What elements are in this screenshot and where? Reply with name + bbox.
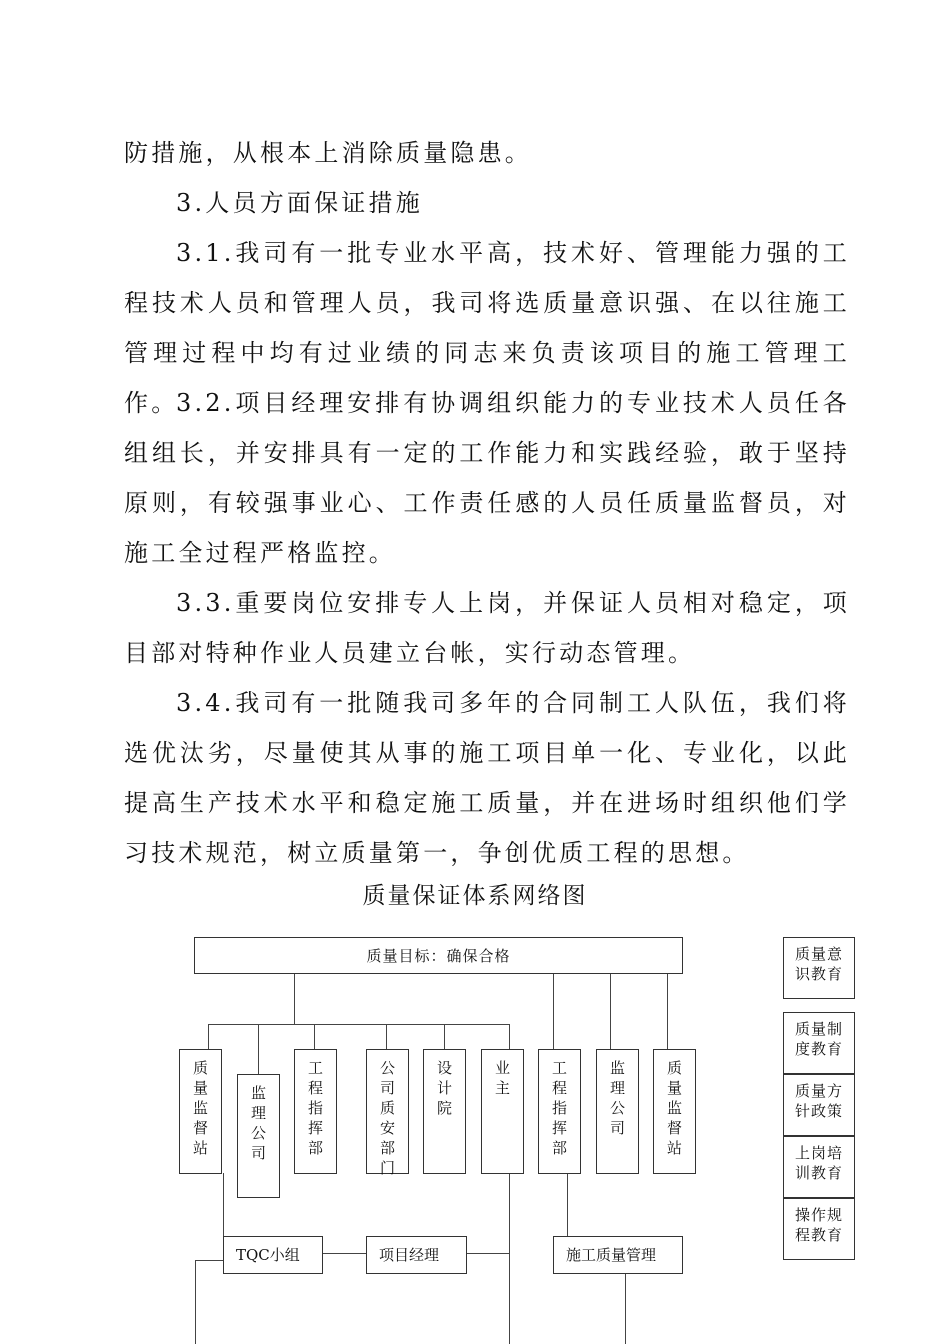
node-label: 监理公司	[609, 1059, 625, 1137]
side-label: 质量制度教育	[794, 1020, 843, 1058]
node-company-qa-dept	[366, 1049, 409, 1177]
connector-line	[610, 973, 611, 1050]
side-box-quality-policy	[783, 1074, 855, 1136]
paragraph-3-2: 3.2.项目经理安排有协调组织能力的专业技术人员任各组组长，并安排具有一定的工作能力和实践经验，敢于坚持原则，有较强事业心、工作责任感的人员任质量监督员，对施工全过程严格监控。	[124, 389, 850, 567]
node-construction-quality-management	[553, 1236, 683, 1274]
node-supervision-company-left	[237, 1074, 280, 1198]
node-owner	[481, 1049, 524, 1174]
node-label: 施工质量管理	[566, 1246, 657, 1264]
side-label: 质量意识教育	[794, 945, 843, 983]
node-label: TQC小组	[236, 1246, 300, 1264]
connector-line	[553, 973, 554, 1050]
diagram-title: 质量保证体系网络图	[362, 883, 588, 909]
node-label: 工程指挥部	[307, 1059, 323, 1157]
connector-line	[466, 1253, 510, 1254]
paragraph-3-1: 3.1.我司有一批专业水平高，技术好、管理能力强的工程技术人员和管理人员，我司将选质量意识强、在以往施工管理过程中均有过业绩的同志来负责该项目的施工管理工作。	[124, 239, 850, 417]
side-label: 操作规程教育	[794, 1206, 843, 1244]
connector-line	[195, 1260, 223, 1261]
node-project-command-right	[538, 1049, 581, 1174]
side-label: 上岗培训教育	[794, 1144, 843, 1182]
quality-goal-box	[194, 937, 683, 974]
node-label: 项目经理	[379, 1246, 440, 1264]
paragraph-3-4: 3.4.我司有一批随我司多年的合同制工人队伍，我们将选优汰劣，尽量使其从事的施工项目单一化、专业化，以此提高生产技术水平和稳定施工质量，并在进场时组织他们学习技术规范，树立质量第一，争创优质工程的思想。	[124, 689, 850, 867]
node-label: 监理公司	[250, 1084, 266, 1162]
connector-line	[509, 1173, 510, 1344]
node-design-institute	[423, 1049, 466, 1174]
connector-line	[208, 1024, 209, 1050]
connector-line	[386, 1024, 387, 1050]
connector-line	[444, 1024, 445, 1050]
connector-line	[223, 1173, 224, 1237]
node-label: 质量监督站	[192, 1059, 208, 1157]
connector-line	[509, 1024, 510, 1050]
side-box-operating-procedures	[783, 1198, 855, 1260]
node-project-command-left	[294, 1049, 337, 1174]
connector-line	[258, 1024, 259, 1074]
node-label: 业主	[494, 1059, 510, 1097]
connector-line	[314, 1024, 315, 1050]
quality-goal-label: 质量目标：确保合格	[366, 946, 511, 965]
connector-line	[294, 973, 295, 1025]
section-heading: 3.人员方面保证措施	[176, 189, 423, 217]
connector-line	[195, 1260, 196, 1344]
node-label: 设计院	[436, 1059, 452, 1117]
paragraph-continuation: 防措施，从根本上消除质量隐患。	[124, 139, 532, 167]
node-tqc-group	[223, 1236, 323, 1274]
node-supervision-company-right	[596, 1049, 639, 1174]
node-quality-supervision-station-left	[179, 1049, 222, 1174]
node-label: 质量监督站	[666, 1059, 682, 1157]
node-label: 工程指挥部	[551, 1059, 567, 1157]
node-project-manager	[366, 1236, 467, 1274]
side-box-quality-system	[783, 1012, 855, 1074]
connector-line	[567, 1173, 568, 1237]
side-box-quality-awareness	[783, 937, 855, 999]
connector-line	[208, 1024, 510, 1025]
node-quality-supervision-station-right	[653, 1049, 696, 1174]
connector-line	[322, 1253, 366, 1254]
side-box-onboarding-training	[783, 1136, 855, 1198]
paragraph-3-3: 3.3.重要岗位安排专人上岗，并保证人员相对稳定，项目部对特种作业人员建立台帐，实行动态管理。	[124, 589, 850, 667]
connector-line	[667, 973, 668, 1050]
connector-line	[625, 1273, 626, 1344]
side-label: 质量方针政策	[794, 1082, 843, 1120]
node-label: 公司质安部门	[379, 1059, 395, 1177]
